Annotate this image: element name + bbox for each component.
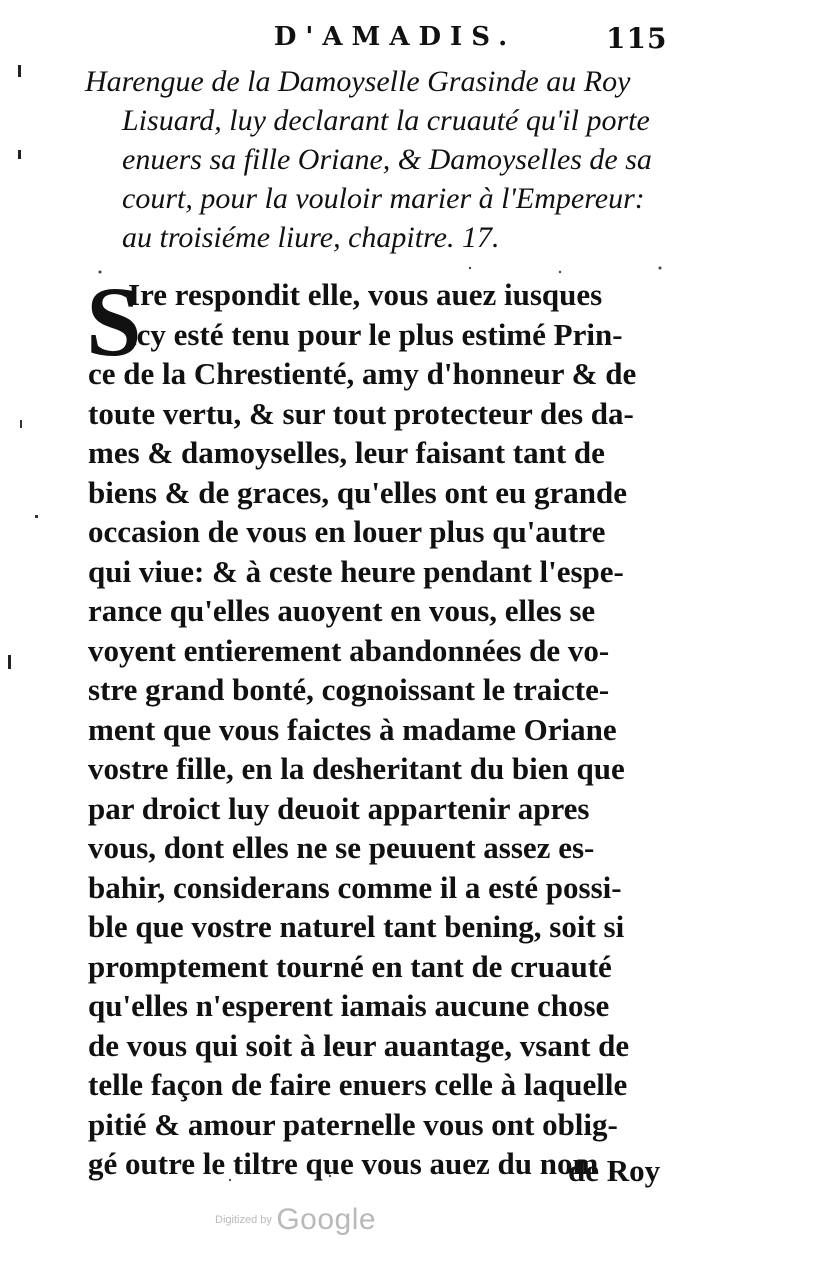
text-line: vostre fille, en la desheritant du bien que [88,751,625,786]
heading-line: au troisiéme liure, chapitre. 17. [122,221,500,254]
margin-mark [35,515,38,518]
text-line: vous, dont elles ne se peuuent assez es- [88,830,595,865]
text-line: biens & de graces, qu'elles ont eu grande [88,474,628,510]
text-line: occasion de vous en louer plus qu'autre [88,514,606,549]
text-line: Ire respondit elle, vous auez iusques [128,277,603,312]
text-line: ce de la Chrestienté, amy d'honneur & de [88,356,637,391]
watermark-brand: Google [276,1203,377,1236]
text-line: stre grand bonté, cognoissant le traicte- [88,672,610,707]
text-line: ble que vostre naturel tant bening, soit si [88,909,625,944]
heading-line: enuers sa fille Oriane, & Damoyselles de sa [122,143,652,176]
margin-mark [8,655,11,669]
text-line: toute vertu, & sur tout protecteur des da- [88,395,634,431]
text-line: de vous qui soit à leur auantage, vsant de [88,1027,630,1063]
text-line: gé outre le tiltre que vous auez du nom [88,1146,599,1181]
margin-mark [20,420,22,428]
text-line: telle façon de faire enuers celle à laquelle [88,1067,628,1102]
heading-line: court, pour la vouloir marier à l'Empereur: [122,182,645,215]
text-line: icy esté tenu pour le plus estimé Prin- [128,316,623,352]
heading-line: Harengue de la Damoyselle Grasinde au Roy [85,65,631,98]
chapter-heading [85,62,685,257]
text-line: par droict luy deuoit appartenir apres [88,790,590,826]
drop-cap: S [86,266,142,377]
text-line: voyent entierement abandonnées de vo- [88,632,610,668]
text-line: pitié & amour paternelle vous ont oblig- [88,1106,618,1142]
body-text [88,275,680,1184]
text-line: bahir, considerans comme il a esté possi- [88,869,622,905]
digitized-watermark [215,1203,376,1237]
heading-line: Lisuard, luy declarant la cruauté qu'il porte [122,104,650,137]
text-line: qu'elles n'esperent iamais aucune chose [88,988,610,1023]
watermark-prefix: Digitized by [215,1214,272,1226]
speck [469,267,471,269]
text-line: mes & damoyselles, leur faisant tant de [88,435,605,470]
margin-mark [18,65,21,77]
text-line: rance qu'elles auoyent en vous, elles se [88,593,596,628]
text-line: promptement tourné en tant de cruauté [88,948,612,984]
margin-mark [18,150,21,159]
catchword: de Roy [568,1153,661,1188]
text-line: ment que vous faictes à madame Oriane [88,711,617,747]
text-line: qui viue: & à ceste heure pendant l'espe- [88,553,624,589]
page-number: 115 [606,22,668,55]
speck [659,267,662,270]
speck [559,271,561,273]
running-head: D'AMADIS. [273,22,517,52]
